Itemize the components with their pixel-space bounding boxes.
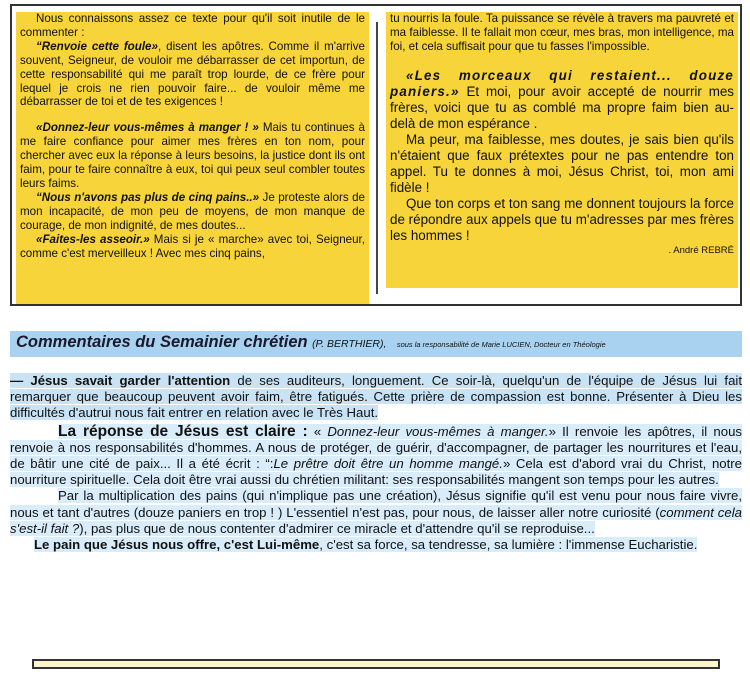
bottom-frame: [32, 659, 720, 669]
poem-paragraph: Que ton corps et ton sang me donnent toujours la force de répondre aux appels que tu m'adresses par mes frères les hommes !: [390, 195, 734, 243]
quote: “Nous n'avons pas plus de cinq pains..»: [36, 190, 260, 204]
quote: comment cela s'est-il fait ?: [10, 504, 742, 536]
quote: «Faites-les asseoir.»: [36, 232, 150, 246]
spacer: [20, 109, 365, 121]
quote: «Les morceaux qui restaient... douze paniers.»: [390, 67, 734, 99]
commentary-text: , c'est sa force, sa tendresse, sa lumière : l'immense Eucharistie.: [319, 537, 698, 553]
commentary-title: Commentaires du Semainier chrétien: [16, 333, 308, 351]
poem-paragraph: [20, 121, 365, 191]
commentary-paragraph: [10, 537, 742, 553]
commentary-text: » Il renvoie les apôtres, il nous renvoie à nos responsabilités d'hommes. A nous de protéger, de guérir, d'accompagner, de partager les nourritures et l'eau, de bâtir une cité de paix... Il a été écrit : “:: [10, 423, 742, 472]
commentary-text: Par la multiplication des pains (qui n'implique pas une création), Jésus signifie qu'il est venu pour nous faire vivre, nous et tant d'autres (douze paniers en trop ! ) L'essentiel n'est pas, pour nous, de laisser aller notre curiosité (: [10, 488, 742, 520]
lead-text: — Jésus savait garder l'attention: [10, 373, 231, 388]
quote: «Donnez-leur vous-mêmes à manger ! »: [36, 121, 259, 135]
poem-paragraph: [390, 68, 734, 132]
column-divider: [376, 22, 378, 294]
poem-text: Je proteste alors de mon incapacité, de mon peu de moyens, de mon manque de courage, de mon indignité, de mes doutes...: [20, 190, 365, 232]
poem-paragraph: [20, 40, 365, 110]
spacer: [390, 54, 734, 68]
poem-paragraph: tu nourris la foule. Ta puissance se révèle à travers ma pauvreté et ma faiblesse. Il te fallait mon cœur, mes bras, mon intelligence, ma foi, et cela suffisait pour que tu fasses l'impossible.: [390, 12, 734, 53]
commentary-body: [10, 373, 742, 553]
commentary-paragraph: [10, 424, 742, 489]
signature: . André REBRÉ: [668, 244, 734, 256]
commentary-text: ), pas plus que de nous contenter d'admirer ce miracle et d'attendre qu'il se reproduise...: [79, 520, 595, 536]
commentary-header: [10, 331, 742, 357]
poem-text: Mais tu continues à me faire confiance pour aimer mes frères en ton nom, pour chercher avec eux la réponse à leurs besoins, la justice dont ils ont faim, pour te faire connaître à eux, toi qui peux seul combler toutes leurs faims.: [20, 121, 365, 190]
poem-paragraph: Ma peur, ma faiblesse, mes doutes, je sais bien qu'ils n'étaient que faux prétextes pour ne pas entendre ton appel. Tu te donnes à moi, Jésus Christ, toi, mon ami fidèle !: [390, 131, 734, 195]
commentary-author: (P. BERTHIER),: [312, 338, 387, 350]
commentary-text: «: [307, 423, 328, 439]
poem-paragraph: [20, 233, 365, 261]
poem-paragraph: Nous connaissons assez ce texte pour qu'il soit inutile de le commenter :: [20, 12, 365, 39]
quote: Donnez-leur vous-mêmes à manger.: [327, 423, 549, 439]
quote: “Renvoie cette foule»: [36, 39, 158, 53]
commentary-text: de ses auditeurs, longuement. Ce soir-là, quelqu'un de l'équipe de Jésus lui fait remarquer que beaucoup peuvent avoir faim, être fatigués. Cette prière de compassion est bonne. Présenter à Dieu les difficultés d'autrui nous fait entrer en relation avec le Très Haut.: [10, 373, 743, 421]
commentary-text: » Cela est d'abord vrai du Christ, notre nourriture spirituelle. Cela doit être vrai aussi du chrétien militant: ses responsabilités mangent son temps pour les autres.: [10, 456, 743, 488]
poem-left-column: [16, 12, 369, 304]
commentary-paragraph: [10, 488, 742, 537]
poem-text: , disent les apôtres. Comme il m'arrive souvent, Seigneur, de vouloir me débarrasser de cet importun, de cette responsabilité qui me paraît trop lourde, de ce frère pour lequel je crois ne rien pouvoir faire... de vouloir même me débarrasser de toi et de tes exigences !: [20, 39, 365, 109]
poem-text: Et moi, pour avoir accepté de nourrir mes frères, voici que tu as comblé ma propre faim bien au-delà de mon espérance .: [390, 83, 734, 131]
commentary-paragraph: [10, 373, 742, 422]
lead-text: Le pain que Jésus nous offre, c'est Lui-même: [34, 537, 320, 553]
lead-text: La réponse de Jésus est claire :: [58, 422, 308, 440]
poem-right-column: [386, 12, 738, 288]
poem-text: Mais si je « marche» avec toi, Seigneur, comme c'est merveilleux ! Avec mes cinq pains,: [20, 232, 365, 260]
poem-paragraph: [20, 191, 365, 233]
commentary-subtitle: sous la responsabilité de Marie LUCIEN, Docteur en Théologie: [396, 340, 606, 349]
quote: Le prêtre doit être un homme mangé.: [273, 456, 503, 472]
